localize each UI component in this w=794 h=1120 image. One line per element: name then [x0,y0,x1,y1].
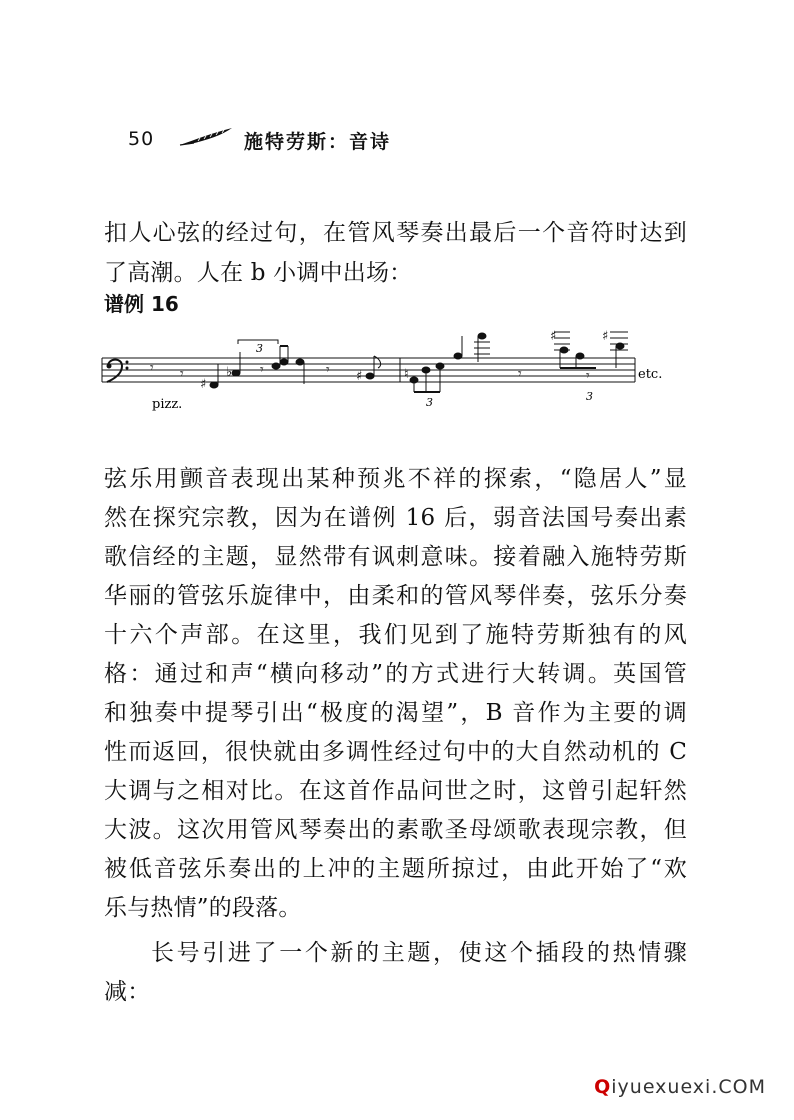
paragraph1-line-10: 大波。这次用管风琴奏出的素歌圣母颂歌表现宗教，但 [104,817,687,843]
watermark [594,1076,766,1098]
paragraph1-line-12: 乐与热情”的段落。 [104,895,302,921]
paragraph2-line-1: 长号引进了一个新的主题，使这个插段的热情骤 [151,940,687,966]
paragraph1-line-3: 歌信经的主题，显然带有讽刺意味。接着融入施特劳斯 [104,544,687,570]
triplet-a: 3 [426,396,433,409]
example-label: 谱例 16 [104,292,179,316]
etc-marking: etc. [638,367,663,382]
svg-text:𝄾: 𝄾 [150,360,154,376]
svg-text:♭: ♭ [226,365,233,380]
intro-line-1: 扣人心弦的经过句，在管风琴奏出最后一个音符时达到 [104,220,687,246]
triplet-b: 3 [586,390,593,403]
watermark-q: Q [594,1076,612,1098]
running-title: 施特劳斯：音诗 [244,131,392,153]
page-header [128,124,548,164]
triplet-top: 3 [256,342,263,355]
svg-text:𝄾: 𝄾 [518,366,522,382]
watermark-text: iyuexuexi.COM [611,1076,766,1098]
paragraph1-line-7: 和独奏中提琴引出“极度的渴望”，B 音作为主要的调 [104,700,687,726]
quill-ornament-icon [178,126,234,148]
paragraph1-line-5: 十六个声部。在这里，我们见到了施特劳斯独有的风 [104,622,687,648]
paragraph1-line-11: 被低音弦乐奏出的上冲的主题所掠过，由此开始了“欢 [104,856,687,882]
paragraph2-line-2: 减： [104,979,151,1005]
svg-text:♯: ♯ [200,377,207,392]
svg-text:𝄾: 𝄾 [586,368,590,384]
paragraph1-line-9: 大调与之相对比。在这首作品问世之时，这曾引起轩然 [104,778,687,804]
pizz-marking: pizz. [152,397,183,412]
svg-text:♮: ♮ [404,367,409,382]
svg-text:♯: ♯ [602,329,609,344]
paragraph1-line-2: 然在探究宗教，因为在谱例 16 后，弱音法国号奏出素 [104,505,687,531]
paragraph1-line-4: 华丽的管弦乐旋律中，由柔和的管风琴伴奏，弦乐分奏 [104,583,687,609]
svg-text:♯: ♯ [356,369,363,384]
svg-text:♯: ♯ [550,329,557,344]
svg-text:𝄾: 𝄾 [180,366,184,382]
svg-text:𝄾: 𝄾 [326,362,330,378]
svg-text:𝄾: 𝄾 [260,362,264,378]
paragraph1-line-6: 格：通过和声“横向移动”的方式进行大转调。英国管 [104,661,687,687]
music-score [100,322,670,414]
intro-line-2: 了高潮。人在 b 小调中出场： [104,260,413,286]
paragraph1-line-1: 弦乐用颤音表现出某种预兆不祥的探索，“隐居人”显 [104,466,687,492]
paragraph1-line-8: 性而返回，很快就由多调性经过句中的大自然动机的 C [104,739,687,765]
page-number: 50 [128,128,155,150]
bass-clef-icon [107,360,129,382]
